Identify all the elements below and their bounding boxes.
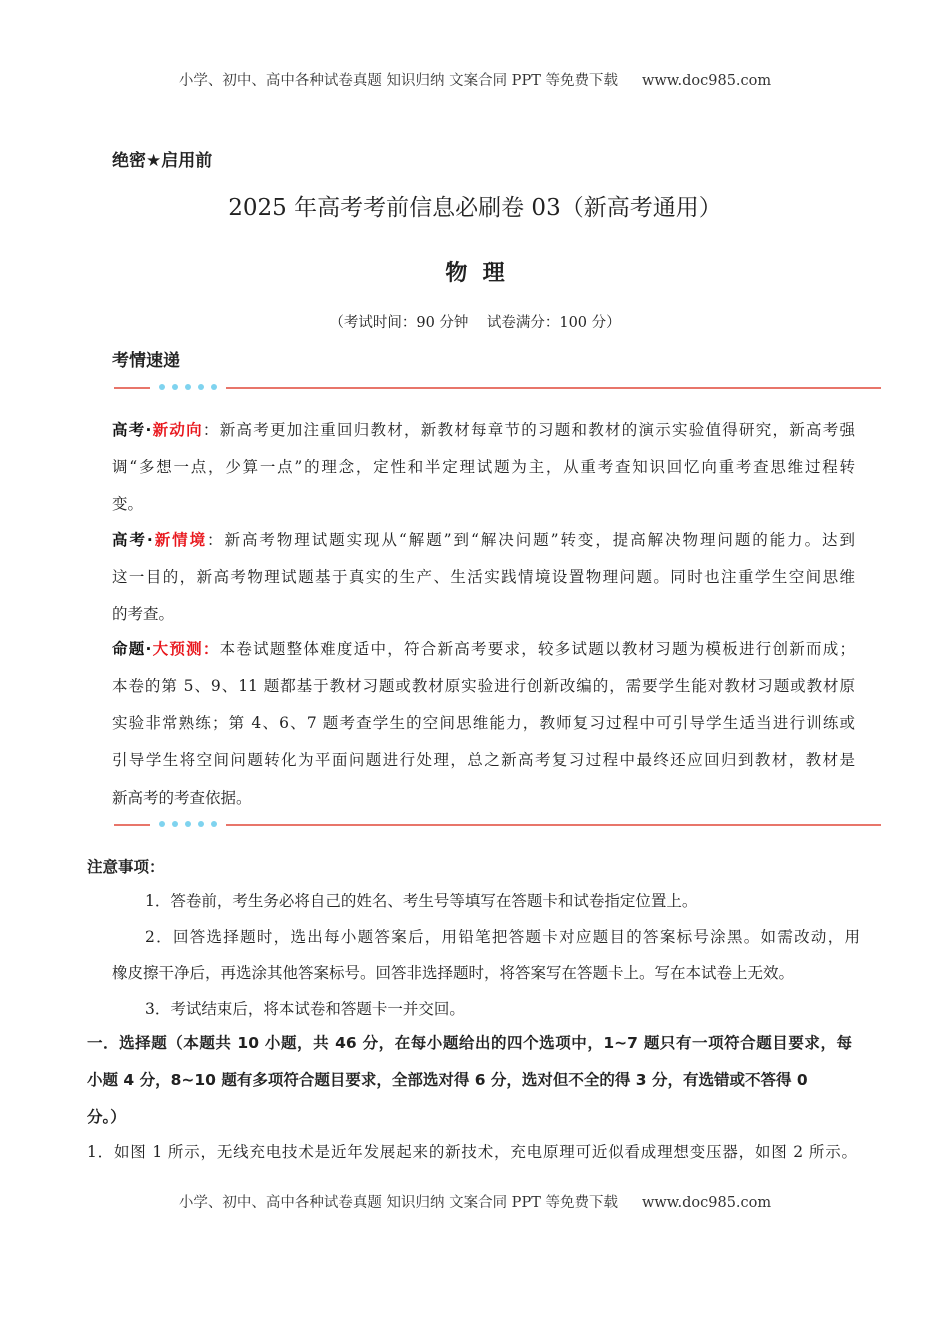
exam-info: （考试时间：90 分钟 试卷满分：100 分） [329, 315, 621, 331]
divider [114, 382, 881, 394]
paragraph-line: 的考查。 [112, 605, 175, 623]
section-heading: 分。） [87, 1108, 126, 1126]
header-text: 小学、初中、高中各种试卷真题 知识归纳 文案合同 PPT 等免费下载 [178, 73, 618, 89]
footer-text: 小学、初中、高中各种试卷真题 知识归纳 文案合同 PPT 等免费下载 [178, 1195, 618, 1211]
paragraph-line: 实验非常熟练；第 4、6、7 题考查学生的空间思维能力，教师复习过程中可引导学生适当进行训练或 [112, 714, 855, 732]
divider [114, 819, 881, 831]
paragraph-line: 新高考的考查依据。 [112, 789, 252, 807]
note-item: 2．回答选择题时，选出每小题答案后，用铅笔把答题卡对应题目的答案标号涂黑。如需改动，用 [145, 928, 860, 946]
paragraph-line: 高考·新动向：新高考更加注重回归教材，新教材每章节的习题和教材的演示实验值得研究，新高考强 [112, 421, 855, 439]
question-1: 1．如图 1 所示，无线充电技术是近年发展起来的新技术，充电原理可近似看成理想变压器，如图 2 所示。 [87, 1143, 857, 1161]
paragraph-line: 这一目的，新高考物理试题基于真实的生产、生活实践情境设置物理问题。同时也注重学生空间思维 [112, 568, 855, 586]
overview-heading: 考情速递 [112, 351, 180, 371]
section-heading: 一．选择题（本题共 10 小题，共 46 分，在每小题给出的四个选项中，1~7 题只有一项符合题目要求，每 [87, 1034, 852, 1052]
paragraph-line: 高考·新情境：新高考物理试题实现从“解题”到“解决问题”转变，提高解决物理问题的能力。达到 [112, 531, 855, 549]
paragraph-line: 变。 [112, 495, 144, 513]
paragraph-line: 引导学生将空间问题转化为平面问题进行处理，总之新高考复习过程中最终还应回归到教材，教材是 [112, 751, 855, 769]
paragraph-line: 本卷的第 5、9、11 题都基于教材习题或教材原实验进行创新改编的，需要学生能对教材习题或教材原 [112, 677, 855, 695]
note-item: 3．考试结束后，将本试卷和答题卡一并交回。 [145, 1000, 465, 1018]
page-title: 2025 年高考考前信息必刷卷 03（新高考通用） [228, 195, 722, 221]
paragraph-line: 调“多想一点，少算一点”的理念，定性和半定理试题为主，从重考查知识回忆向重考查思维过程转 [112, 458, 855, 476]
page-footer [0, 1191, 950, 1212]
note-item: 1．答卷前，考生务必将自己的姓名、考生号等填写在答题卡和试卷指定位置上。 [145, 892, 698, 910]
paragraph-line: 命题·大预测：本卷试题整体难度适中，符合新高考要求，较多试题以教材习题为模板进行创新而成； [112, 640, 855, 658]
notes-heading: 注意事项： [87, 858, 165, 876]
secret-label: 绝密★启用前 [112, 151, 213, 171]
subject-title: 物 理 [445, 261, 505, 286]
note-item: 橡皮擦干净后，再选涂其他答案标号。回答非选择题时，将答案写在答题卡上。写在本试卷上无效。 [112, 964, 795, 982]
header-site: www.doc985.com [641, 73, 772, 89]
section-heading: 小题 4 分，8~10 题有多项符合题目要求，全部选对得 6 分，选对但不全的得 3 分，有选错或不答得 0 [87, 1071, 808, 1089]
footer-site: www.doc985.com [641, 1195, 772, 1211]
page-header [0, 69, 950, 90]
